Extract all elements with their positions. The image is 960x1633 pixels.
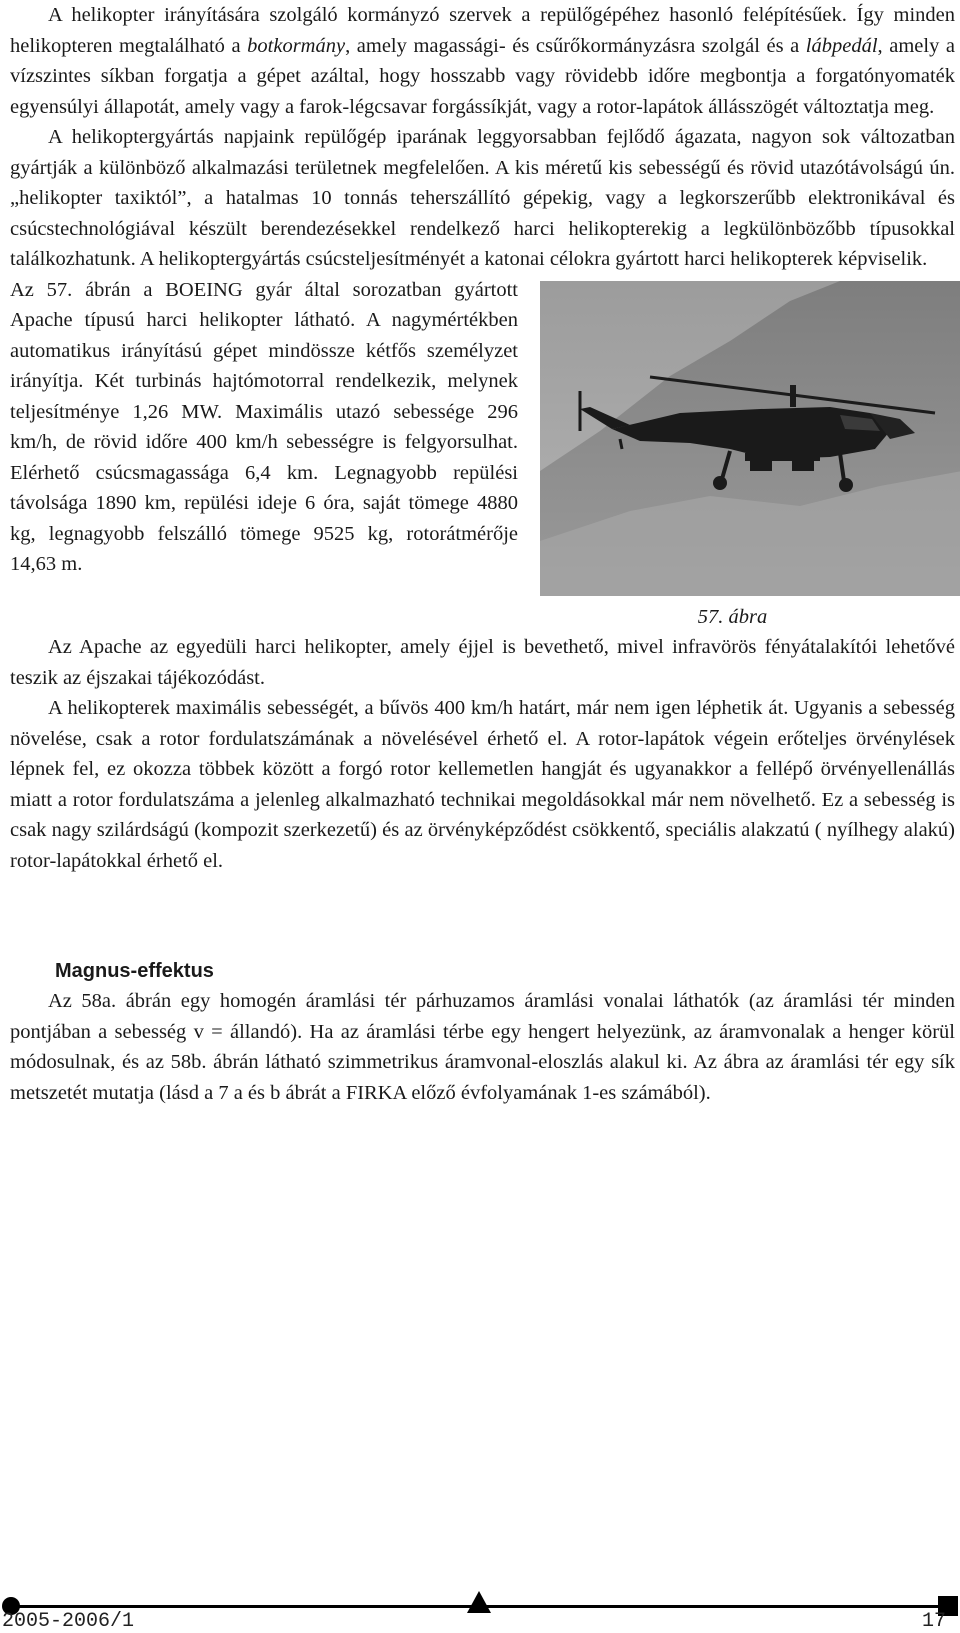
paragraph-manufacturing: A helikoptergyártás napjaink repülőgép iparának leggyorsabban fejlődő ágazata, nagyon sok változatban gyártják a különböző alkalmazási területnek megfelelően. A kis méretű kis sebességű és rövid utazótávolságú ún. „helikopter taxiktól”, a hatalmas 10 tonnás teherszállító gépekig, vagy a legkorszerűbb elektronikával és csúcstechnológiával készült berendezésekkel rendelkező harci helikopterekig a legkülönbözőbb típusokkal találkozhatunk. A helikoptergyártás csúcsteljesítményét a katonai célokra gyártott harci helikopterek képviselik. bbox=[10, 126, 955, 270]
term-labpedal: lábpedál bbox=[805, 34, 878, 57]
issue-number: 2005-2006/1 bbox=[2, 1610, 135, 1633]
figure-caption: 57. ábra bbox=[697, 605, 768, 628]
paragraph-text: , amely magassági- és csűrőkormányzásra szolgál és a bbox=[345, 34, 806, 57]
paragraph-night-ops: Az Apache az egyedüli harci helikopter, amely éjjel is bevethető, mivel infravörös fényátalakítói lehetővé teszik az éjszakai tájékozódást. bbox=[10, 636, 955, 689]
page-number: 17 bbox=[921, 1610, 946, 1633]
figure-57 bbox=[540, 281, 960, 633]
term-botkormany: botkormány bbox=[247, 34, 346, 57]
paragraph-text: , amely a vízszintes síkban forgatja a gépet azáltal, hogy hosszabb vagy rövidebb időre megbontja a forgatónyomaték egyensúlyi állapotát, amely vagy a farok-légcsavar forgássíkját, vagy a rotor-lapátok állásszögét változtatja meg. bbox=[10, 34, 955, 118]
paragraph-magnus: Az 58a. ábrán egy homogén áramlási tér párhuzamos áramlási vonalai láthatók (az áramlási tér minden pontjában a sebesség v = állandó). Ha az áramlási térbe egy hengert helyezünk, az áramvonalak a henger körül módosulnak, és az 58b. ábrán látható szimmetrikus áramvonal-eloszlás alakul ki. Az ábra az áramlási tér egy sík metszetét mutatja (lásd a 7 a és b ábrát a FIRKA előző évfolyamának 1-es számából). bbox=[10, 990, 955, 1104]
paragraph-apache-specs: Az 57. ábrán a BOEING gyár által sorozatban gyártott Apache típusú harci helikopter látható. A nagymértékben automatikus irányítású gépet mindössze kétfős személyzet irányítja. Két turbinás hajtómotorral rendelkezik, melynek teljesítménye 1,26 MW. Maximális utazó sebessége 296 km/h, de rövid időre 400 km/h sebességre is felgyorsulhat. Elérhető csúcsmagassága 6,4 km. Legnagyobb repülési távolsága 1890 km, repülési ideje 6 óra, saját tömege 4880 kg, legnagyobb felszálló tömege 9525 kg, rotorátmérője 14,63 m. bbox=[10, 278, 518, 575]
section-heading: Magnus-effektus bbox=[55, 960, 214, 982]
paragraph-controls bbox=[10, 0, 955, 122]
paragraph-text: A helikopter irányítására szolgáló kormányzó szervek a repülőgépéhez hasonló felépítésűek. Így minden helikopteren megtalálható a bbox=[10, 4, 955, 57]
footer-triangle-icon bbox=[467, 1591, 491, 1613]
paragraph-speed-limit: A helikopterek maximális sebességét, a bűvös 400 km/h határt, már nem igen léphetik át. Ugyanis a sebesség növelése, csak a rotor fordulatszámának a növelésével érhető el. A rotor-lapátok végein erőteljes örvénylések lépnek fel, ez okozza többek között a forgó rotor kellemetlen hangját és ugyanakkor a fellépő örvényellenállás miatt a rotor fordulatszáma a jelenleg alkalmazható technikai megoldásokkal már nem növelhető. Ez a sebesség is csak nagy szilárdságú (kompozit szerkezetű) és az örvényképződést csökkentő, speciális alakzatú ( nyílhegy alakú) rotor-lapátokkal érhető el. bbox=[10, 697, 955, 872]
spacer bbox=[10, 876, 955, 956]
apache-helicopter-photo bbox=[540, 281, 960, 596]
document-page bbox=[10, 0, 955, 1108]
